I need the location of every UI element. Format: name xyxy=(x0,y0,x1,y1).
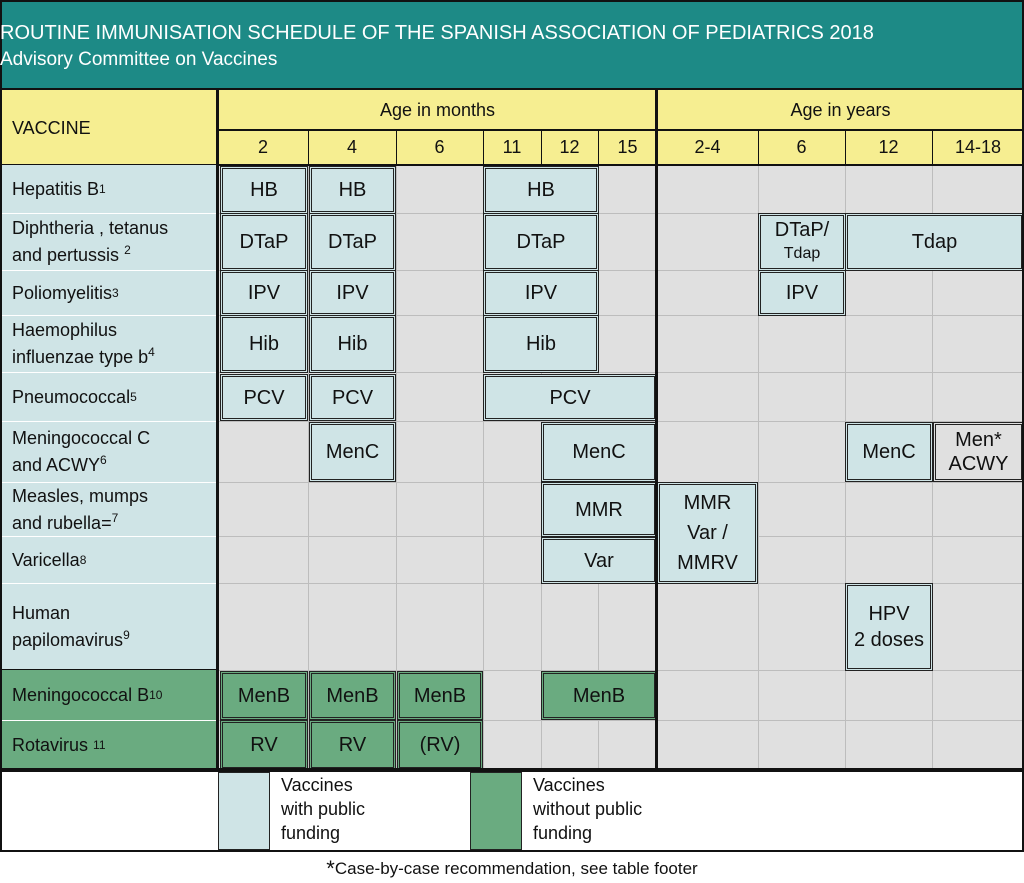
legend-text: Vaccines xyxy=(281,775,353,795)
dose-cell-hb: HB xyxy=(483,166,599,214)
row-label-varicella xyxy=(0,536,218,583)
row-name: and ACWY xyxy=(12,455,101,475)
legend-swatch-public xyxy=(218,772,270,850)
heading-line xyxy=(396,130,397,165)
dose-cell-men-acwy xyxy=(933,422,1024,482)
age-column-heading: 12 xyxy=(845,130,932,165)
age-column-heading: 11 xyxy=(483,130,541,165)
row-name: Measles, mumps xyxy=(12,485,149,506)
row-name: Rotavirus xyxy=(12,735,89,755)
age-column-heading: 4 xyxy=(308,130,396,165)
row-separator xyxy=(0,669,218,670)
row-separator xyxy=(0,421,218,422)
row-separator xyxy=(0,213,218,214)
dose-cell-ipv: IPV xyxy=(309,270,396,316)
row-name: Poliomyelitis xyxy=(12,282,113,303)
row-note: 1 xyxy=(99,182,106,196)
dose-text: 2 doses xyxy=(853,629,925,651)
row-separator xyxy=(0,270,218,271)
row-name: Meningococcal C xyxy=(12,428,151,448)
row-label-pneumococcal xyxy=(0,372,218,421)
row-name: and rubella= xyxy=(12,512,112,533)
footnote-text: Case-by-case recommendation, see table footer xyxy=(334,859,698,878)
dose-cell-ipv: IPV xyxy=(758,270,846,316)
row-name: Varicella xyxy=(12,549,80,570)
age-column-heading: 6 xyxy=(758,130,845,165)
age-column-heading: 6 xyxy=(396,130,483,165)
dose-text: Var / xyxy=(687,522,728,544)
dose-text: HPV xyxy=(868,603,910,625)
row-note: 7 xyxy=(111,510,119,525)
row-label-meningococcal-b xyxy=(0,670,218,720)
heading-line xyxy=(932,130,933,165)
row-label-hpv xyxy=(0,583,218,670)
dose-cell-hb: HB xyxy=(309,166,396,214)
dose-cell-menc: MenC xyxy=(309,422,396,482)
row-label-meningococcal-c xyxy=(0,421,218,482)
row-label-measles xyxy=(0,482,218,536)
heading-line xyxy=(218,129,1024,131)
dose-cell-hpv xyxy=(845,583,933,671)
row-label-diphtheria xyxy=(0,213,218,270)
legend-swatch-no-public xyxy=(470,772,522,850)
vaccine-column-heading: VACCINE xyxy=(0,90,218,165)
dose-cell-pcv: PCV xyxy=(309,374,396,421)
dose-cell-var: Var xyxy=(541,537,657,584)
dose-text: DTaP/ xyxy=(774,219,830,241)
dose-cell-pcv: PCV xyxy=(220,374,308,421)
row-separator xyxy=(0,536,218,537)
dose-cell-rv: RV xyxy=(220,720,308,770)
dose-text: Tdap xyxy=(783,245,821,262)
table-border xyxy=(0,90,2,770)
dose-text: Men* xyxy=(955,429,1002,451)
legend-text: Vaccines xyxy=(533,775,605,795)
row-label-rotavirus xyxy=(0,720,218,770)
dose-cell-ipv: IPV xyxy=(220,270,308,316)
dose-cell-menc: MenC xyxy=(845,422,933,482)
footnote-star: * xyxy=(326,856,335,881)
row-note: 6 xyxy=(100,453,107,467)
dose-cell-pcv: PCV xyxy=(483,374,657,421)
row-note: 5 xyxy=(130,389,137,404)
dose-cell-dtap: DTaP xyxy=(309,213,396,271)
legend-label-no-public xyxy=(533,773,723,845)
heading-line xyxy=(541,130,542,165)
dose-cell-dtap: DTaP xyxy=(220,213,308,271)
dose-cell-menb: MenB xyxy=(309,671,396,720)
dose-cell-mmr-var-mmrv xyxy=(657,482,758,584)
row-separator xyxy=(0,583,218,584)
dose-text: MMR xyxy=(683,492,732,514)
dose-cell-menb: MenB xyxy=(397,671,483,720)
legend-text: funding xyxy=(533,823,593,843)
row-name: Pneumococcal xyxy=(12,386,131,407)
legend-text: without public xyxy=(533,799,643,819)
dose-cell-menb: MenB xyxy=(220,671,308,720)
row-name: Meningococcal B xyxy=(12,685,150,705)
row-note: 9 xyxy=(123,628,130,642)
heading-line xyxy=(483,130,484,165)
row-separator xyxy=(0,372,218,373)
dose-cell-rv: (RV) xyxy=(397,720,483,770)
age-in-years-heading: Age in years xyxy=(657,90,1024,130)
row-name: influenzae type b xyxy=(12,347,149,367)
heading-line xyxy=(598,130,599,165)
dose-cell-rv: RV xyxy=(309,720,396,770)
dose-cell-tdap: Tdap xyxy=(845,213,1024,271)
row-note: 2 xyxy=(124,243,131,257)
dose-text: MMRV xyxy=(677,552,738,574)
dose-cell-hib: Hib xyxy=(483,315,599,373)
schedule-subtitle: Advisory Committee on Vaccines xyxy=(0,49,278,70)
dose-cell-hb: HB xyxy=(220,166,308,214)
row-label-poliomyelitis xyxy=(0,270,218,315)
dose-cell-mmr: MMR xyxy=(541,482,657,537)
dose-cell-dtap-tdap xyxy=(758,213,846,271)
row-name: papilomavirus xyxy=(12,630,124,650)
schedule-title: ROUTINE IMMUNISATION SCHEDULE OF THE SPANISH ASSOCIATION OF PEDIATRICS 2018 xyxy=(0,22,874,44)
footnote xyxy=(0,856,1024,882)
legend-text: funding xyxy=(281,823,341,843)
heading-line xyxy=(845,130,846,165)
dose-text: ACWY xyxy=(948,453,1009,475)
row-note: 11 xyxy=(93,738,106,752)
heading-line xyxy=(758,130,759,165)
age-column-heading: 14-18 xyxy=(932,130,1024,165)
dose-cell-ipv: IPV xyxy=(483,270,599,316)
months-years-divider xyxy=(655,90,658,770)
dose-cell-dtap: DTaP xyxy=(483,213,599,271)
dose-cell-menc: MenC xyxy=(541,422,657,482)
row-note: 10 xyxy=(149,688,163,702)
row-note: 8 xyxy=(79,552,87,567)
age-column-heading: 12 xyxy=(541,130,598,165)
row-name: and pertussis xyxy=(12,245,120,265)
age-in-months-heading: Age in months xyxy=(218,90,657,130)
row-label-haemophilus xyxy=(0,315,218,372)
row-name: Diphtheria , tetanus xyxy=(12,218,169,238)
row-name: Hepatitis B xyxy=(12,179,100,199)
legend-text: with public xyxy=(281,799,366,819)
age-column-heading: 2-4 xyxy=(657,130,758,165)
row-separator xyxy=(0,315,218,316)
age-column-heading: 2 xyxy=(218,130,308,165)
row-note: 4 xyxy=(148,345,155,359)
age-column-heading: 15 xyxy=(598,130,657,165)
row-name: Human xyxy=(12,603,71,623)
row-label-hepatitis-b xyxy=(0,165,218,213)
row-note: 3 xyxy=(112,285,119,300)
row-name: Haemophilus xyxy=(12,320,118,340)
schedule-header xyxy=(0,0,1024,90)
row-separator xyxy=(0,482,218,483)
heading-line xyxy=(308,130,309,165)
dose-cell-menb: MenB xyxy=(541,671,657,720)
legend-label-public xyxy=(281,773,451,845)
dose-cell-hib: Hib xyxy=(309,315,396,373)
row-separator xyxy=(0,720,218,721)
dose-cell-hib: Hib xyxy=(220,315,308,373)
label-column-divider xyxy=(216,90,219,770)
